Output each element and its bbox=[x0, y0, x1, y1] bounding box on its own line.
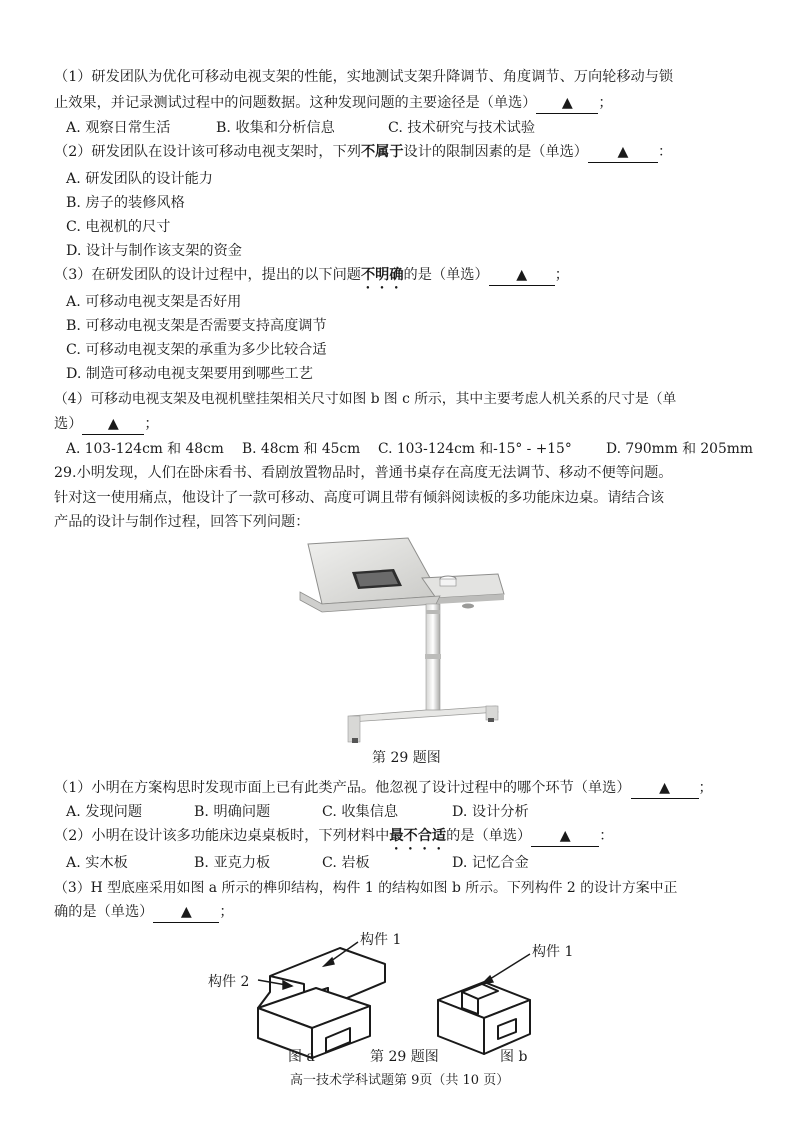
q29-sub1-option-b[interactable]: B. 明确问题 bbox=[194, 804, 271, 820]
q29-sub1-stem: （1）小明在方案构思时发现市面上已有此类产品。他忽视了设计过程中的哪个环节（单选） ▲ ； bbox=[54, 778, 713, 799]
q1-stem-line2: 止效果，并记录测试过程中的问题数据。这种发现问题的主要途径是（单选） ▲ ； bbox=[54, 93, 613, 114]
q4-option-c[interactable]: C. 103-124cm 和-15° - +15° bbox=[378, 441, 572, 457]
answer-triangle-icon: ▲ bbox=[559, 828, 571, 844]
q29-intro-line3: 产品的设计与制作过程，回答下列问题： bbox=[54, 514, 310, 530]
q29-sub1-option-a[interactable]: A. 发现问题 bbox=[66, 804, 143, 820]
fig-a-label-part2: 构件 2 bbox=[208, 974, 250, 990]
q1-option-b[interactable]: B. 收集和分析信息 bbox=[216, 120, 335, 136]
q29-sub2-stem-a: （2）小明在设计该多功能床边桌桌板时，下列材料中 bbox=[54, 828, 390, 844]
q4-option-d[interactable]: D. 790mm 和 205mm bbox=[606, 441, 753, 457]
q29-sub2-answer-blank[interactable] bbox=[531, 826, 599, 847]
q29-sub3-stem-line2: 确的是（单选） ▲ ； bbox=[54, 902, 234, 923]
q29-sub3-stem-line1: （3）H 型底座采用如图 a 所示的榫卯结构，构件 1 的结构如图 b 所示。下列构件 2 的设计方案中正 bbox=[54, 880, 678, 896]
q3-stem-emphasis: 不明确 bbox=[360, 267, 404, 283]
answer-triangle-icon: ▲ bbox=[561, 95, 573, 111]
answer-triangle-icon: ▲ bbox=[180, 904, 192, 920]
q29-intro-line1: 29.小明发现，人们在卧床看书、看剧放置物品时，普通书桌存在高度无法调节、移动不便等问题。 bbox=[54, 465, 673, 481]
q4-stem-text: 选） bbox=[54, 416, 83, 432]
figure-caption: 第 29 题图 bbox=[372, 750, 441, 766]
q3-option-a[interactable]: A. 可移动电视支架是否好用 bbox=[66, 294, 242, 310]
answer-triangle-icon: ▲ bbox=[617, 144, 629, 160]
q2-option-a[interactable]: A. 研发团队的设计能力 bbox=[66, 171, 213, 187]
q2-stem-a: （2）研发团队在设计该可移动电视支架时，下列 bbox=[54, 144, 361, 160]
q4-answer-blank[interactable] bbox=[82, 414, 144, 435]
q1-option-c[interactable]: C. 技术研究与技术试验 bbox=[388, 120, 536, 136]
q29-sub2-stem-b: 的是（单选） bbox=[446, 828, 532, 844]
q4-option-a[interactable]: A. 103-124cm 和 48cm bbox=[66, 441, 224, 457]
q29-sub2-option-d[interactable]: D. 记忆合金 bbox=[452, 855, 529, 871]
q3-stem-a: （3）在研发团队的设计过程中，提出的以下问题 bbox=[54, 267, 361, 283]
q2-stem-emphasis: 不属于 bbox=[360, 144, 404, 160]
q2-option-c[interactable]: C. 电视机的尺寸 bbox=[66, 219, 171, 235]
fig-b-label-part1: 构件 1 bbox=[532, 944, 574, 960]
q29-sub2-option-c[interactable]: C. 岩板 bbox=[322, 855, 370, 871]
q3-option-d[interactable]: D. 制造可移动电视支架要用到哪些工艺 bbox=[66, 366, 313, 382]
bedside-table-figure bbox=[290, 534, 520, 746]
q4-options bbox=[66, 439, 753, 459]
q1-stem-text: 止效果，并记录测试过程中的问题数据。这种发现问题的主要途径是（单选） bbox=[54, 95, 537, 111]
q29-intro-line2: 针对这一使用痛点，他设计了一款可移动、高度可调且带有倾斜阅读板的多功能床边桌。请结合该 bbox=[54, 490, 665, 506]
fig-mid-caption: 第 29 题图 bbox=[370, 1049, 439, 1065]
q29-sub3-text: 确的是（单选） bbox=[54, 904, 154, 920]
q29-sub1-answer-blank[interactable] bbox=[631, 778, 699, 799]
q2-option-d[interactable]: D. 设计与制作该支架的资金 bbox=[66, 243, 242, 259]
fig-b-caption: 图 b bbox=[500, 1049, 528, 1065]
q1-option-a[interactable]: A. 观察日常生活 bbox=[66, 120, 171, 136]
q3-option-c[interactable]: C. 可移动电视支架的承重为多少比较合适 bbox=[66, 342, 327, 358]
q4-option-b[interactable]: B. 48cm 和 45cm bbox=[242, 441, 361, 457]
q29-sub2-stem-emphasis: 最不合适 bbox=[389, 828, 447, 844]
q1-answer-blank[interactable] bbox=[536, 93, 598, 114]
q4-stem-line2: 选） ▲ ； bbox=[54, 414, 159, 435]
q29-sub1-option-d[interactable]: D. 设计分析 bbox=[452, 804, 529, 820]
q29-sub2-stem: （2）小明在设计该多功能床边桌桌板时，下列材料中最不合适的是（单选） ▲ ： bbox=[54, 826, 613, 853]
q2-answer-blank[interactable] bbox=[588, 142, 658, 163]
q1-stem-line1: （1）研发团队为优化可移动电视支架的性能，实地测试支架升降调节、角度调节、万向轮移动与锁 bbox=[54, 69, 674, 85]
q4-stem-line1: （4）可移动电视支架及电视机壁挂架相关尺寸如图 b 图 c 所示，其中主要考虑人机关系的尺寸是（单 bbox=[54, 391, 677, 407]
q29-sub2-option-a[interactable]: A. 实木板 bbox=[66, 855, 128, 871]
q3-stem: （3）在研发团队的设计过程中，提出的以下问题不明确的是（单选） ▲ ； bbox=[54, 265, 569, 292]
fig-a-caption: 图 a bbox=[288, 1049, 315, 1065]
answer-triangle-icon: ▲ bbox=[107, 416, 119, 432]
q29-sub1-options bbox=[66, 802, 529, 822]
fig-a-label-part1: 构件 1 bbox=[360, 932, 402, 948]
q3-option-b[interactable]: B. 可移动电视支架是否需要支持高度调节 bbox=[66, 318, 327, 334]
q2-stem: （2）研发团队在设计该可移动电视支架时，下列不属于设计的限制因素的是（单选） ▲ ： bbox=[54, 142, 672, 163]
q29-sub3-answer-blank[interactable] bbox=[153, 902, 219, 923]
answer-triangle-icon: ▲ bbox=[516, 267, 528, 283]
q2-stem-b: 设计的限制因素的是（单选） bbox=[403, 144, 588, 160]
q1-options bbox=[66, 118, 535, 138]
q2-option-b[interactable]: B. 房子的装修风格 bbox=[66, 195, 185, 211]
q29-sub2-options bbox=[66, 853, 529, 873]
q3-stem-b: 的是（单选） bbox=[403, 267, 489, 283]
q29-sub2-option-b[interactable]: B. 亚克力板 bbox=[194, 855, 271, 871]
q29-sub1-text: （1）小明在方案构思时发现市面上已有此类产品。他忽视了设计过程中的哪个环节（单选） bbox=[54, 780, 631, 796]
page-footer: 高一技术学科试题第 9页（共 10 页） bbox=[290, 1073, 510, 1088]
q3-answer-blank[interactable] bbox=[489, 265, 555, 286]
q29-sub1-option-c[interactable]: C. 收集信息 bbox=[322, 804, 399, 820]
answer-triangle-icon: ▲ bbox=[659, 780, 670, 796]
